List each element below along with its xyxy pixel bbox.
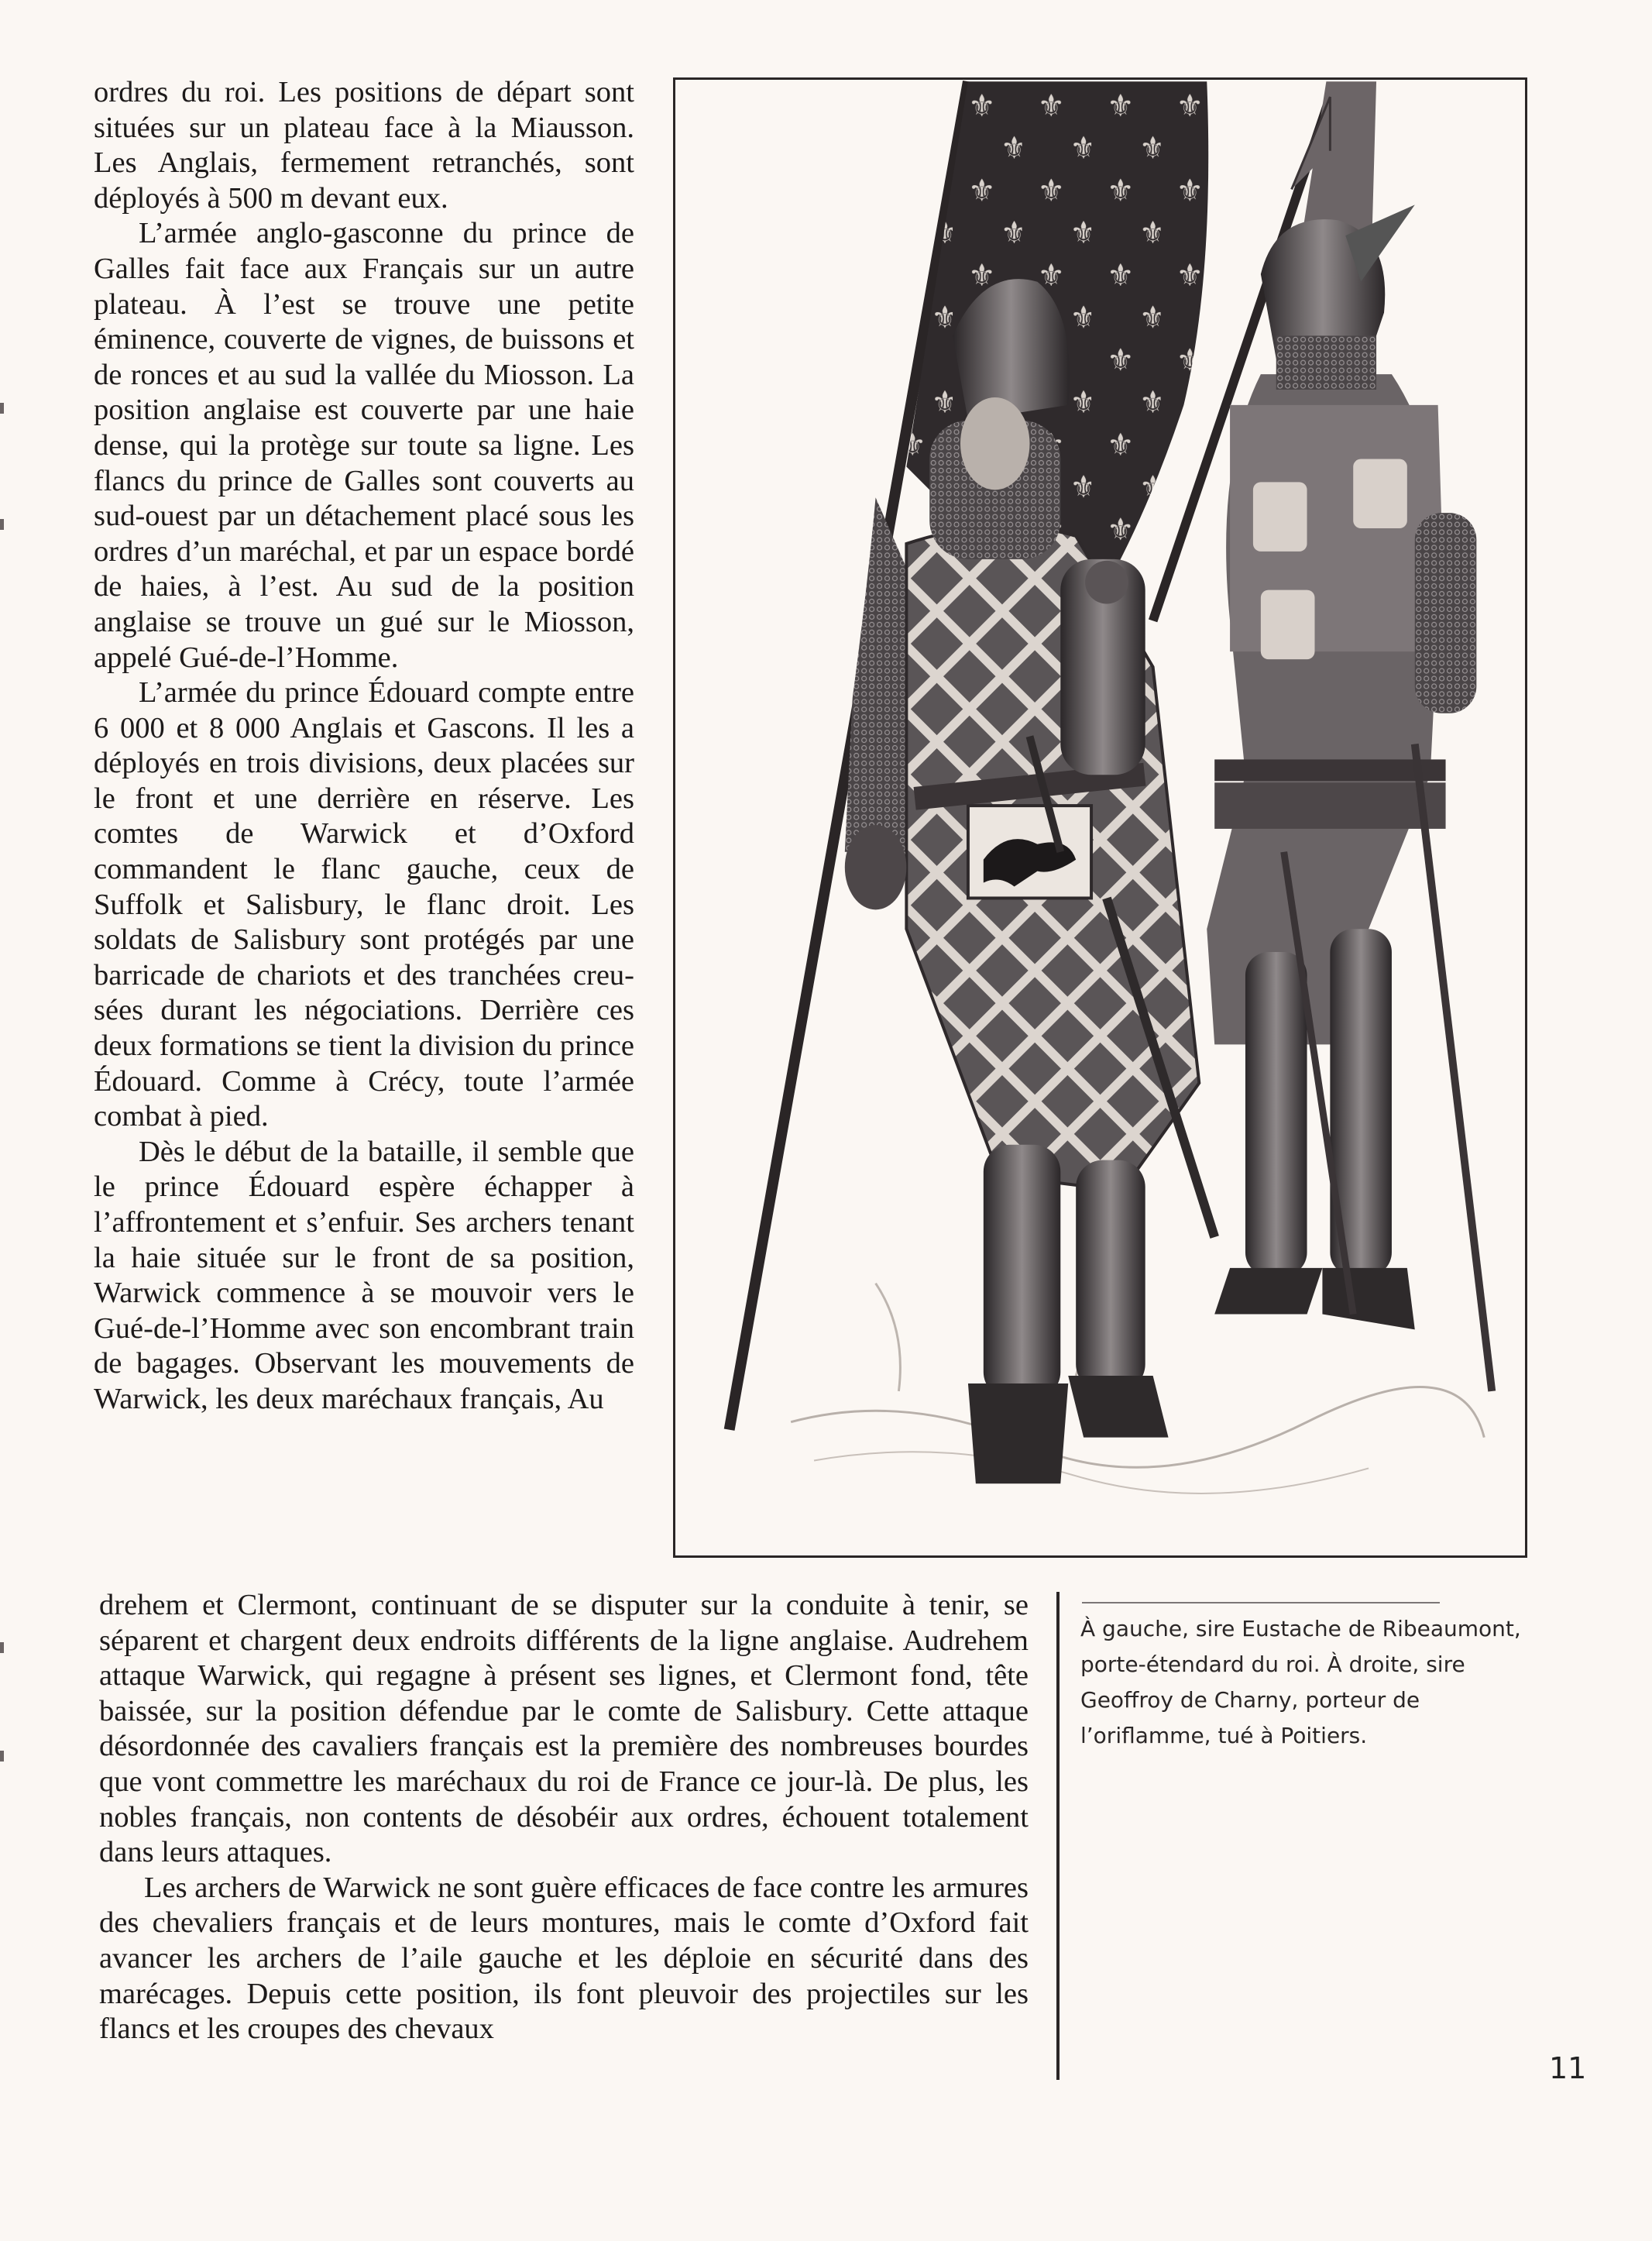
column-divider <box>1056 1592 1060 2080</box>
binding-mark <box>0 519 4 530</box>
body-text-column <box>94 75 634 1418</box>
paragraph: L’armée du prince Édouard compte entre 6 000 et 8 000 Anglais et Gascons. Il les a déployés en trois divisions, deux placées sur le front et une derrière en réserve. Les comtes de Warwick et d’Oxford commandent le flanc gauche, ceux de Suffolk et Salisbury, le flanc droit. Les soldats de Salisbury sont protégés par une barricade de chariots et des tranchées creusées durant les négociations. Derrière ces deux formations se tient la division du prince Édouard. Comme à Crécy, toute l’armée combat à pied. <box>94 676 634 1133</box>
caption-line: l’oriflamme, tué à Poitiers. <box>1080 1723 1368 1748</box>
binding-mark <box>0 1642 4 1653</box>
figure-caption <box>1080 1611 1521 1754</box>
caption-rule <box>1082 1602 1440 1603</box>
paragraph: ordres du roi. Les positions de départ sont situées sur un plateau face à la Miausson. Les Anglais, fermement retranchés, sont déployés à 500 m devant eux. <box>94 76 634 215</box>
caption-line: Geoffroy de Charny, porteur de <box>1080 1687 1420 1713</box>
two-armoured-knights-with-banners-icon <box>675 80 1525 1555</box>
knight-right <box>1207 205 1492 1391</box>
paragraph: Dès le début de la bataille, il semble que le prince Édouard espère échapper à l’affrontement et s’enfuir. Ses archers tenant la haie située sur le front de sa position, Warwick commence à se mouvoir vers le Gué-de-l’Homme avec son encombrant train de bagages. Observant les mouvements de Warwick, les deux maréchaux français, Au <box>94 1135 634 1415</box>
binding-mark <box>0 403 4 414</box>
caption-line: porte-étendard du roi. À droite, sire <box>1080 1652 1465 1677</box>
paragraph: Les archers de Warwick ne sont guère efficaces de face contre les armures des chevaliers français et de leurs montures, mais le comte d’Oxford fait avancer les archers de l’aile gauche et les déploie en sécurité dans des marécages. Depuis cette position, ils font pleuvoir des projectiles sur les flancs et les croupes des chevaux <box>99 1871 1029 2046</box>
paragraph: drehem et Clermont, continuant de se disputer sur la conduite à tenir, se séparent et chargent deux endroits différents de la ligne anglaise. Audrehem attaque Warwick, qui regagne à présent ses lignes, et Clermont fond, tête baissée, sur la position défendue par le comte de Salisbury. Cette attaque désordonnée des cavaliers français est la première des nombreuses bourdes que vont commettre les maréchaux du roi de France ce jour-là. De plus, les nobles français, non contents de désobéir aux ordres, échouent totalement dans leurs attaques. <box>99 1589 1029 1869</box>
paragraph: L’armée anglo-gasconne du prince de Galles fait face aux Français sur un autre plateau. À l’est se trouve une petite éminence, couverte de vignes, de buissons et de ronces et au sud la vallée du Miosson. La position anglaise est couverte par une haie dense, qui la protège sur toute sa ligne. Les flancs du prince de Galles sont couverts au sud-ouest par un détachement placé sous les ordres d’un maréchal, et par un espace bordé de haies, à l’est. Au sud de la position anglaise se trouve un gué sur le Miosson, appelé Gué-de-l’Homme. <box>94 217 634 674</box>
page-number: 11 <box>1549 2051 1587 2085</box>
illustration-frame <box>673 77 1527 1558</box>
body-text-wide <box>99 1588 1029 2047</box>
caption-line: À gauche, sire Eustache de Ribeaumont, <box>1080 1616 1521 1641</box>
binding-mark <box>0 1751 4 1762</box>
